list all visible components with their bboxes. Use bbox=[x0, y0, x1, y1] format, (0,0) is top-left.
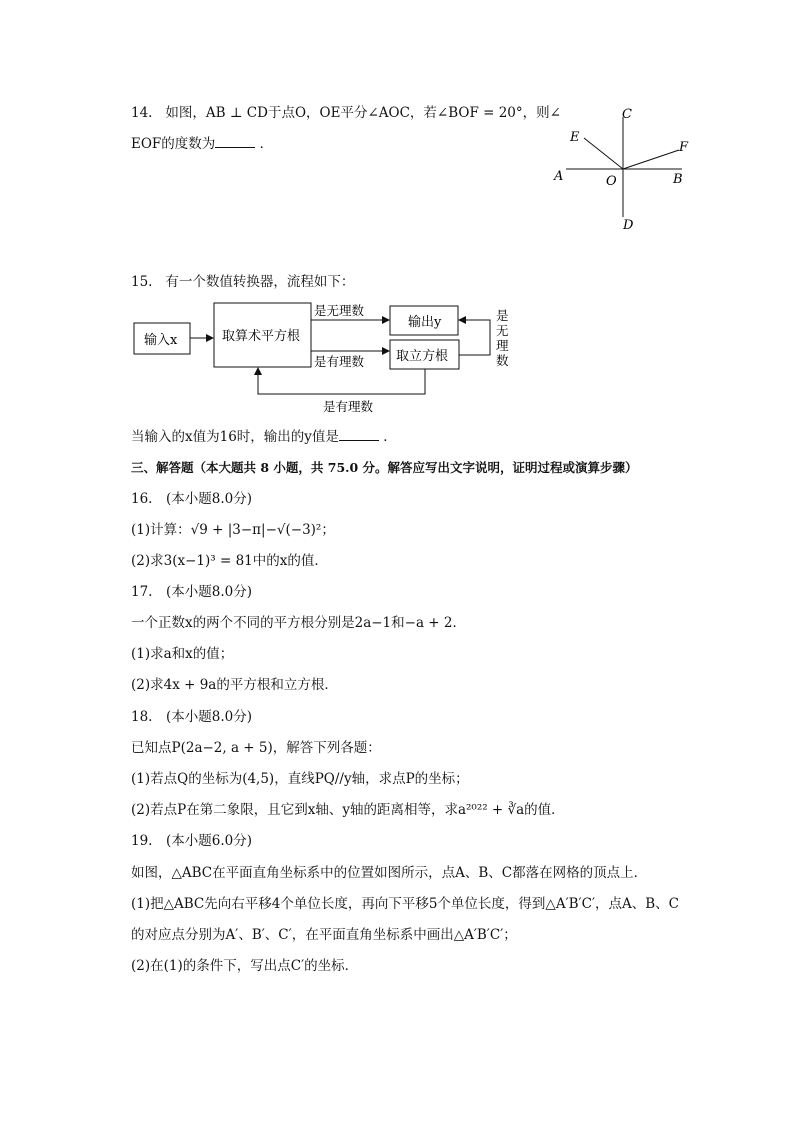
label-f: F bbox=[679, 140, 689, 155]
label-rational-mid: 是有理数 bbox=[314, 354, 365, 369]
label-b: B bbox=[673, 172, 683, 187]
q14-line2 bbox=[131, 135, 273, 153]
section-3-heading: 三、解答题（本大题共 8 小题，共 75.0 分。解答应写出文字说明，证明过程或演算步骤） bbox=[131, 460, 638, 475]
q15-answer-blank[interactable] bbox=[339, 428, 379, 441]
q17-part1: (1)求a和x的值； bbox=[131, 646, 234, 662]
q15-flowchart bbox=[130, 298, 530, 418]
q14-text-1: 如图，AB ⊥ CD于点O，OE平分∠AOC，若∠BOF = 20°，则∠ bbox=[165, 105, 561, 121]
box-cube-label: 取立方根 bbox=[396, 349, 449, 364]
label-d: D bbox=[623, 218, 634, 233]
q18-part2: (2)若点P在第二象限，且它到x轴、y轴的距离相等，求a²⁰²² + ∛a的值． bbox=[131, 802, 565, 818]
box-output-label: 输出y bbox=[408, 315, 442, 330]
label-e: E bbox=[570, 130, 580, 145]
ray-oe bbox=[584, 138, 623, 169]
q18-stem: 已知点P(2a−2, a + 5)，解答下列各题： bbox=[131, 740, 381, 756]
side-label-3: 理 bbox=[496, 338, 509, 353]
q16-part1: (1)计算：√9 + |3−π|−√(−3)²； bbox=[131, 522, 335, 538]
q19-part1a: (1)把△ABC先向右平移4个单位长度，再向下平移5个单位长度，得到△A′B′C′，点A、B、C bbox=[131, 896, 680, 912]
side-label-1: 是 bbox=[496, 308, 509, 323]
q14-figure bbox=[548, 103, 708, 238]
q15-end: ． bbox=[383, 429, 397, 445]
q14-number: 14. bbox=[131, 105, 153, 121]
q16-head: 16. (本小题8.0分) bbox=[131, 491, 252, 507]
label-a: A bbox=[554, 169, 564, 184]
q19-part1b: 的对应点分别为A′、B′、C′，在平面直角坐标系中画出△A′B′C′； bbox=[131, 927, 517, 943]
q15-number: 15. bbox=[131, 274, 153, 290]
q15-question-text: 当输入的x值为16时，输出的y值是 bbox=[131, 429, 339, 445]
arrow-cube-output bbox=[459, 320, 490, 355]
label-rational-bottom: 是有理数 bbox=[323, 399, 374, 414]
q19-stem: 如图，△ABC在平面直角坐标系中的位置如图所示，点A、B、C都落在网格的顶点上． bbox=[131, 865, 648, 881]
q14-line1 bbox=[131, 104, 561, 122]
q14-text-2: EOF的度数为 bbox=[131, 136, 216, 152]
q19-part2: (2)在(1)的条件下，写出点C′的坐标． bbox=[131, 958, 359, 974]
q17-stem: 一个正数x的两个不同的平方根分别是2a−1和−a + 2． bbox=[131, 615, 466, 631]
label-c: C bbox=[622, 107, 632, 122]
q17-head: 17. (本小题8.0分) bbox=[131, 584, 252, 600]
q17-part2: (2)求4x + 9a的平方根和立方根． bbox=[131, 677, 338, 693]
box-sqrt-label: 取算术平方根 bbox=[222, 329, 301, 344]
q14-end: ． bbox=[259, 136, 274, 152]
box-input-label: 输入x bbox=[144, 333, 178, 348]
q16-part2: (2)求3(x−1)³ = 81中的x的值． bbox=[131, 553, 328, 569]
q18-part1: (1)若点Q的坐标为(4,5)，直线PQ//y轴，求点P的坐标； bbox=[131, 771, 469, 787]
ray-of bbox=[623, 150, 679, 169]
q19-head: 19. (本小题6.0分) bbox=[131, 833, 252, 849]
label-o: O bbox=[606, 174, 617, 189]
arrow-cube-sqrt bbox=[258, 368, 425, 394]
q15-question bbox=[131, 428, 397, 446]
q18-head: 18. (本小题8.0分) bbox=[131, 709, 252, 725]
q14-answer-blank[interactable] bbox=[215, 135, 255, 148]
q15-intro: 有一个数值转换器，流程如下： bbox=[165, 274, 355, 290]
side-label-2: 无 bbox=[496, 323, 509, 338]
side-label-4: 数 bbox=[496, 353, 509, 368]
label-irrational: 是无理数 bbox=[314, 303, 365, 318]
q15-line1 bbox=[131, 273, 354, 291]
